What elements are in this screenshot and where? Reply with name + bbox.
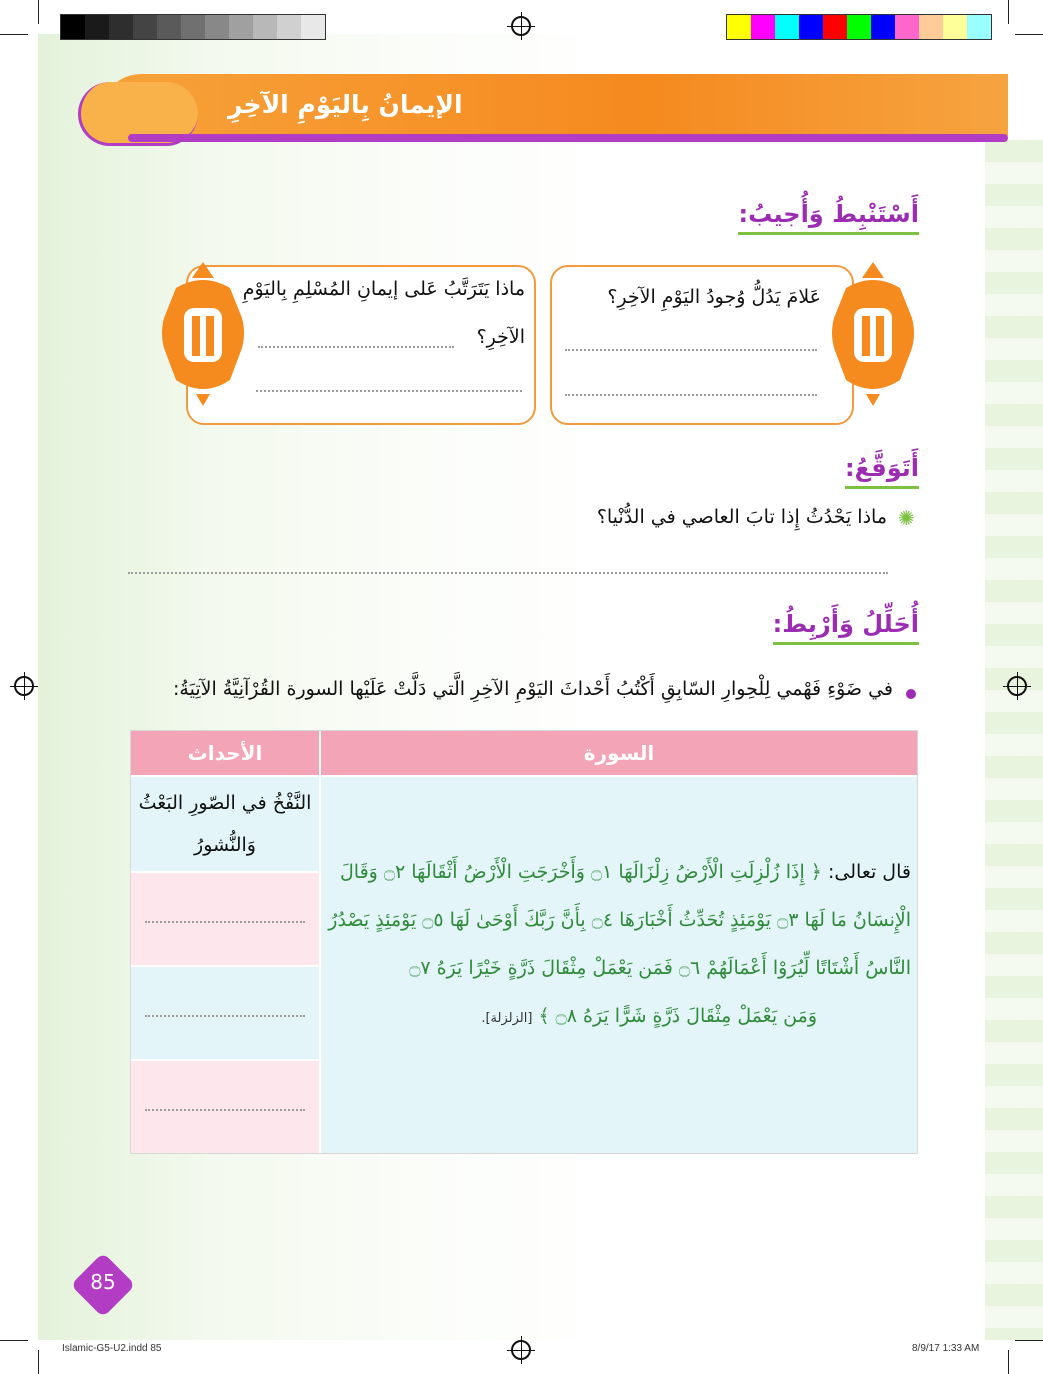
verse-reference: [الزلزلة]. [481,1011,533,1026]
section-heading-deduce: أَسْتَنْبِطُ وَأُجيبُ: [738,200,919,235]
surah-cell [321,777,917,1153]
table-header-events: الأحداث [131,731,319,775]
crop-mark [1015,34,1043,35]
crop-mark [0,34,28,35]
table-header-surah: السورة [321,731,917,775]
page-number-badge [70,1252,136,1318]
side-pattern [985,140,1043,1340]
star-bullet-icon: ✺ [898,506,915,530]
verse-line-1 [340,861,911,883]
question-left-line1: ماذا يَتَرَتَّبُ عَلى إيمانِ المُسْلِمِ بِاليَوْمِ [242,278,525,300]
event-cell-2 [131,873,319,965]
crop-mark [0,1340,28,1341]
verse-text-4: وَمَن يَعْمَلْ مِثْقَالَ ذَرَّةٍ شَرًّا يَرَهُ ۝٨ ﴾ [538,1005,817,1027]
answer-line[interactable] [258,346,454,348]
answer-line[interactable] [145,1015,305,1017]
answer-line[interactable] [128,572,888,574]
crop-mark [1008,0,1009,24]
lantern-icon [826,258,920,408]
answer-line[interactable] [145,1109,305,1111]
crop-mark [38,1350,39,1374]
event-1-line2: وَالنُّشورُ [194,834,256,856]
answer-line[interactable] [145,921,305,923]
verse-line-4 [481,1005,817,1027]
verse-line-3: النَّاسُ أَشْتَاتًا لِّيُرَوْا أَعْمَالَهُمْ ۝٦ فَمَن يَعْمَلْ مِثْقَالَ ذَرَّةٍ خَيْرًا يَرَهُ ۝٧ [409,957,911,979]
section-heading-analyze: أُحَلِّلُ وَأَرْبِطُ: [773,610,919,645]
answer-line[interactable] [565,394,817,396]
answer-line[interactable] [256,390,522,392]
dot-bullet-icon [906,689,916,699]
header-underline [128,134,1008,142]
registration-mark-icon [14,676,34,696]
event-1-line1: النَّفْخُ في الصّورِ البَعْثُ [138,792,312,814]
footer-timestamp: 8/9/17 1:33 AM [912,1343,980,1354]
crop-mark [1008,1350,1009,1374]
printer-color-bar [726,14,992,40]
registration-mark-icon [511,1340,531,1360]
page-number: 85 [90,1270,116,1294]
analyze-instruction: في ضَوْءِ فَهْمي لِلْحِوارِ السّابِقِ أَكْتُبُ أَحْداثَ اليَوْمِ الآخِرِ الَّتي دَلَّتْ عَلَيْها السورة القُرْآنِيَّةُ الآتِيَةُ: [173,678,893,700]
event-cell-4 [131,1061,319,1153]
predict-question: ماذا يَحْدُثُ إِذا تابَ العاصي في الدُّنْيا؟ [596,506,887,528]
registration-mark-icon [511,16,531,36]
lantern-icon [156,258,250,408]
event-cell-1 [131,777,319,871]
footer-filename: Islamic-G5-U2.indd 85 [62,1343,162,1354]
question-left-line2: الآخِرِ؟ [476,326,525,348]
crop-mark [1015,1340,1043,1341]
registration-mark-icon [1007,676,1027,696]
question-right-text: عَلامَ يَدُلُّ وُجودُ اليَوْمِ الآخِرِ؟ [607,286,821,308]
section-heading-predict: أَتَوَقَّعُ: [845,454,919,489]
answer-line[interactable] [565,349,817,351]
verse-text-1: ﴿ إِذَا زُلْزِلَتِ الْأَرْضُ زِلْزَالَهَا ۝١ وَأَخْرَجَتِ الْأَرْضُ أَثْقَالَهَا ۝٢ وَقَالَ [339,861,822,883]
crop-mark [38,0,39,24]
verse-intro: قال تعالى: [828,861,911,883]
page-title: الإيمانُ بِاليَوْمِ الآخِرِ [228,90,463,119]
printer-grayscale-bar [60,14,326,40]
surah-events-table [130,730,918,1154]
event-cell-3 [131,967,319,1059]
verse-line-2: الْإِنسَانُ مَا لَهَا ۝٣ يَوْمَئِذٍ تُحَدِّثُ أَخْبَارَهَا ۝٤ بِأَنَّ رَبَّكَ أَوْحَىٰ لَهَا ۝٥ يَوْمَئِذٍ يَصْدُرُ [328,909,911,931]
